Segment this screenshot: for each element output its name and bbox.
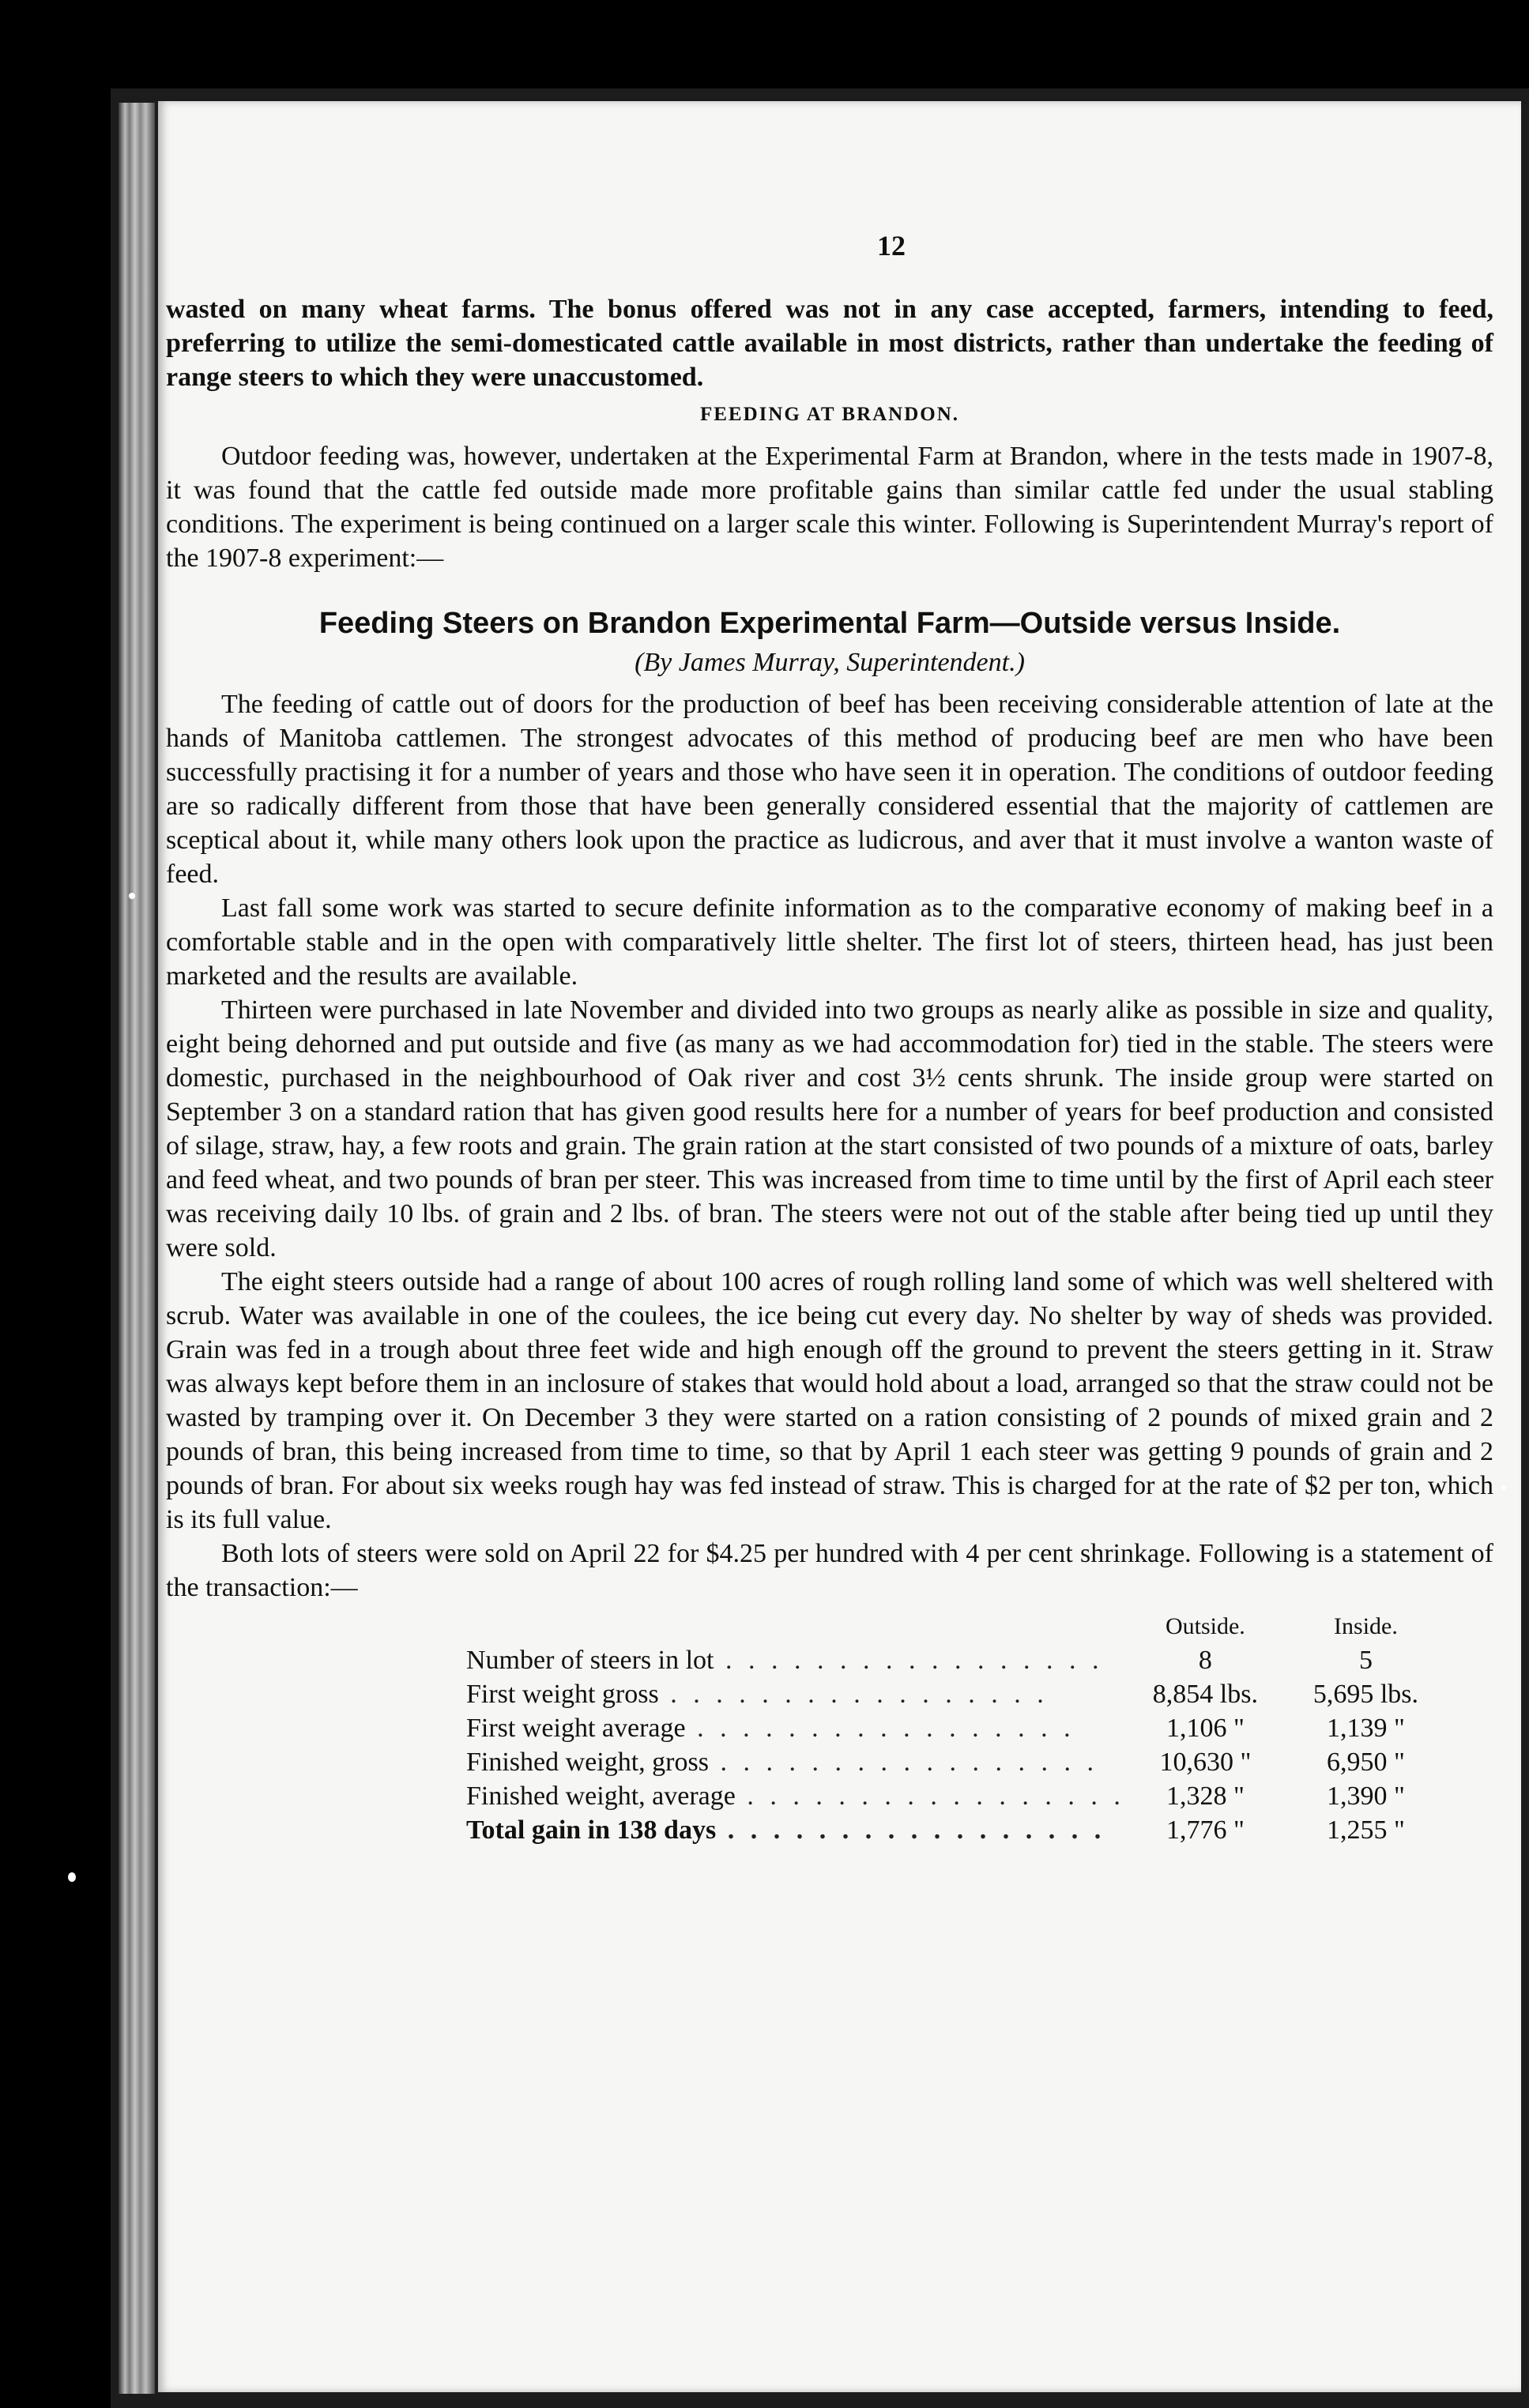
row-label: Number of steers in lot: [466, 1646, 714, 1675]
row-label: First weight gross: [466, 1680, 659, 1709]
cell-outside: 8: [1198, 1646, 1212, 1675]
cell-inside: 5,695 lbs.: [1312, 1680, 1419, 1709]
article-paragraph: Last fall some work was started to secure definite information as to the comparative economy of making beef in a comfortable stable and in the open with comparatively little shelter. The first lot of steers, thirteen head, has just been marketed and the results are available.: [166, 894, 1493, 991]
leader-dots: . . . . . . . . . . . . . . . . .: [716, 1815, 1106, 1845]
table-row: [466, 1677, 1446, 1711]
cell-outside: 1,776 ": [1166, 1815, 1245, 1845]
article-paragraph: Both lots of steers were sold on April 22 for $4.25 per hundred with 4 per cent shrinkage. Following is a statement of the transaction:—: [166, 1539, 1493, 1602]
row-label: Finished weight, average: [466, 1782, 736, 1811]
column-header-outside: Outside.: [1165, 1613, 1245, 1639]
cell-inside: 1,139 ": [1327, 1714, 1405, 1743]
cell-inside: 1,390 ": [1327, 1782, 1405, 1811]
table-row: [466, 1711, 1446, 1745]
row-label: Total gain in 138 days: [466, 1815, 717, 1845]
table-row: [466, 1779, 1446, 1813]
cell-inside: 6,950 ": [1327, 1748, 1405, 1777]
article-title: Feeding Steers on Brandon Experimental Farm—Outside versus Inside.: [318, 607, 1341, 640]
row-label: First weight average: [466, 1714, 686, 1743]
leader-dots: . . . . . . . . . . . . . . . . .: [735, 1782, 1125, 1811]
transaction-table: [466, 1609, 1446, 1847]
article-byline: (By James Murray, Superintendent.): [635, 648, 1025, 677]
cell-inside: 1,255 ": [1327, 1815, 1405, 1845]
table-header-row: [466, 1609, 1446, 1643]
article-paragraph: The feeding of cattle out of doors for the production of beef has been receiving considerable attention of late at the hands of Manitoba cattlemen. The strongest advocates of this method of producing beef are men who have been successfully practising it for a number of years and those who have seen it in operation. The conditions of outdoor feeding are so radically different from those that have been generally considered essential that the majority of cattlemen are sceptical about it, while many others look upon the practice as ludicrous, and aver that it must involve a wanton waste of feed.: [166, 690, 1493, 889]
leader-dots: . . . . . . . . . . . . . . . . .: [658, 1680, 1049, 1709]
page-text: [166, 221, 1493, 1847]
scan-speck: [129, 893, 135, 899]
cell-outside: 10,630 ": [1159, 1748, 1252, 1777]
cell-outside: 1,328 ": [1166, 1782, 1245, 1811]
cell-inside: 5: [1358, 1646, 1373, 1675]
page-number: 12: [877, 230, 906, 261]
table-row: [466, 1813, 1446, 1847]
cell-outside: 1,106 ": [1166, 1714, 1245, 1743]
table-row: [466, 1745, 1446, 1779]
article-paragraph: Thirteen were purchased in late November and divided into two groups as nearly alike as possible in size and quality, eight being dehorned and put outside and five (as many as we had accommodation for) tied in the stable. The steers were domestic, purchased in the neighbourhood of Oak river and cost 3½ cents shrunk. The inside group were started on September 3 on a standard ration that has given good results here for a number of years for beef production and consisted of silage, straw, hay, a few roots and grain. The grain ration at the start consisted of two pounds of a mixture of oats, barley and feed wheat, and two pounds of bran per steer. This was increased from time to time until by the first of April each steer was receiving daily 10 lbs. of grain and 2 lbs. of bran. The steers were not out of the stable after being tied up until they were sold.: [166, 995, 1493, 1262]
leader-dots: . . . . . . . . . . . . . . . . .: [714, 1646, 1104, 1675]
scan-speck: [68, 1872, 76, 1882]
continued-paragraph: wasted on many wheat farms. The bonus offered was not in any case accepted, farmers, intending to feed, preferring to utilize the semi-domesticated cattle available in most districts, rather than undertake the feeding of range steers to which they were unaccustomed.: [166, 295, 1493, 392]
cell-outside: 8,854 lbs.: [1152, 1680, 1258, 1709]
intro-paragraph: Outdoor feeding was, however, undertaken at the Experimental Farm at Brandon, where in the tests made in 1907-8, it was found that the cattle fed outside made more profitable gains than similar cattle fed under the usual stabling conditions. The experiment is being continued on a larger scale this winter. Following is Superintendent Murray's report of the 1907-8 experiment:—: [166, 442, 1493, 573]
scan-speck: [1501, 1485, 1506, 1490]
leader-dots: . . . . . . . . . . . . . . . . .: [708, 1748, 1098, 1777]
article-paragraph: The eight steers outside had a range of about 100 acres of rough rolling land some of which was well sheltered with scrub. Water was available in one of the coulees, the ice being cut every day. No shelter by way of sheds was provided. Grain was fed in a trough about three feet wide and high enough off the ground to prevent the steers getting in it. Straw was always kept before them in an inclosure of stakes that would hold about a load, arranged so that the straw could not be wasted by tramping over it. On December 3 they were started on a ration consisting of 2 pounds of mixed grain and 2 pounds of bran, this being increased from time to time, so that by April 1 each steer was getting 9 pounds of grain and 2 pounds of bran. For about six weeks rough hay was fed instead of straw. This is charged for at the rate of $2 per ton, which is its full value.: [166, 1267, 1493, 1534]
column-header-inside: Inside.: [1334, 1613, 1398, 1639]
section-heading: FEEDING AT BRANDON.: [699, 404, 960, 425]
leader-dots: . . . . . . . . . . . . . . . . .: [685, 1714, 1075, 1743]
row-label: Finished weight, gross: [466, 1748, 709, 1777]
page-binding-edge: [119, 103, 155, 2394]
table-row: [466, 1643, 1446, 1677]
